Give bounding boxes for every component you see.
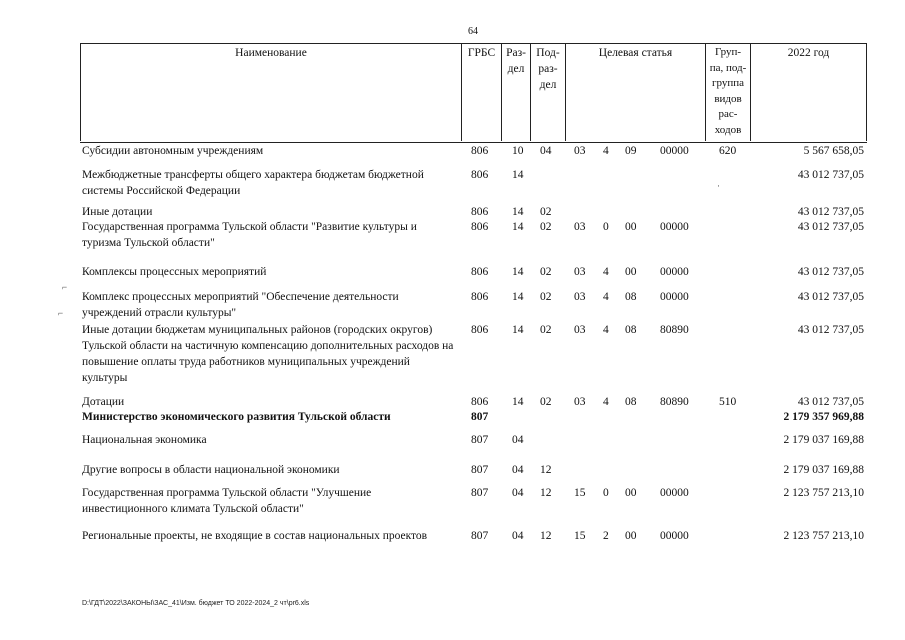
stray-mark: · bbox=[717, 181, 720, 191]
target-type-cell: 0 bbox=[603, 487, 609, 499]
header-razdel: Раз- дел bbox=[501, 43, 530, 141]
margin-mark: ⌐ bbox=[62, 282, 68, 292]
row-name: Комплексы процессных мероприятий bbox=[82, 266, 267, 278]
row-name: Государственная программа Тульской области "Развитие культуры и туризма Тульской области" bbox=[82, 221, 417, 249]
grbs-cell: 807 bbox=[471, 411, 489, 423]
header-name: Наименование bbox=[80, 43, 461, 141]
target-type-cell: 2 bbox=[603, 530, 609, 542]
target-program-cell: 15 bbox=[574, 487, 586, 499]
target-code-cell: 00000 bbox=[660, 530, 689, 542]
razdel-cell: 04 bbox=[512, 434, 524, 446]
target-program-cell: 03 bbox=[574, 145, 586, 157]
target-type-cell: 4 bbox=[603, 291, 609, 303]
podrazdel-cell: 02 bbox=[540, 324, 552, 336]
header-year: 2022 год bbox=[750, 43, 866, 141]
target-type-cell: 4 bbox=[603, 266, 609, 278]
razdel-cell: 14 bbox=[512, 291, 524, 303]
target-group-cell: 00 bbox=[625, 266, 637, 278]
razdel-cell: 04 bbox=[512, 530, 524, 542]
amount-cell: 5 567 658,05 bbox=[803, 145, 864, 157]
footer-file-path: D:\ГДТ\2022\ЗАКОНЫ\ЗАС_41\Изм. бюджет ТО 2022-2024_2 чт\pr6.xls bbox=[82, 600, 310, 607]
row-name: Национальная экономика bbox=[82, 434, 207, 446]
podrazdel-cell: 02 bbox=[540, 221, 552, 233]
grbs-cell: 806 bbox=[471, 396, 489, 408]
target-group-cell: 08 bbox=[625, 396, 637, 408]
grbs-cell: 806 bbox=[471, 221, 489, 233]
expense-group-cell: 620 bbox=[719, 145, 737, 157]
expense-group-cell: 510 bbox=[719, 396, 737, 408]
header-target: Целевая статья bbox=[565, 43, 705, 141]
grbs-cell: 806 bbox=[471, 324, 489, 336]
razdel-cell: 14 bbox=[512, 206, 524, 218]
amount-cell: 43 012 737,05 bbox=[797, 221, 864, 233]
razdel-cell: 04 bbox=[512, 464, 524, 476]
row-name: Другие вопросы в области национальной экономики bbox=[82, 464, 340, 476]
target-code-cell: 80890 bbox=[660, 324, 689, 336]
target-code-cell: 00000 bbox=[660, 266, 689, 278]
target-program-cell: 03 bbox=[574, 324, 586, 336]
target-program-cell: 03 bbox=[574, 396, 586, 408]
amount-cell: 2 179 037 169,88 bbox=[783, 434, 864, 446]
amount-cell: 43 012 737,05 bbox=[797, 396, 864, 408]
target-program-cell: 03 bbox=[574, 291, 586, 303]
grbs-cell: 807 bbox=[471, 434, 489, 446]
podrazdel-cell: 02 bbox=[540, 396, 552, 408]
target-type-cell: 4 bbox=[603, 396, 609, 408]
grbs-cell: 806 bbox=[471, 169, 489, 181]
margin-mark: ⌐ bbox=[58, 308, 64, 318]
podrazdel-cell: 12 bbox=[540, 530, 552, 542]
amount-cell: 43 012 737,05 bbox=[797, 291, 864, 303]
row-name: Дотации bbox=[82, 396, 125, 408]
razdel-cell: 10 bbox=[512, 145, 524, 157]
target-type-cell: 0 bbox=[603, 221, 609, 233]
target-group-cell: 09 bbox=[625, 145, 637, 157]
target-code-cell: 80890 bbox=[660, 396, 689, 408]
row-name: Иные дотации bbox=[82, 206, 153, 218]
amount-cell: 2 123 757 213,10 bbox=[783, 530, 864, 542]
razdel-cell: 14 bbox=[512, 324, 524, 336]
amount-cell: 2 123 757 213,10 bbox=[783, 487, 864, 499]
target-type-cell: 4 bbox=[603, 145, 609, 157]
header-right-border bbox=[866, 43, 867, 141]
podrazdel-cell: 12 bbox=[540, 464, 552, 476]
target-code-cell: 00000 bbox=[660, 291, 689, 303]
grbs-cell: 806 bbox=[471, 206, 489, 218]
target-program-cell: 15 bbox=[574, 530, 586, 542]
razdel-cell: 14 bbox=[512, 266, 524, 278]
target-code-cell: 00000 bbox=[660, 221, 689, 233]
target-code-cell: 00000 bbox=[660, 487, 689, 499]
target-group-cell: 08 bbox=[625, 291, 637, 303]
target-program-cell: 03 bbox=[574, 221, 586, 233]
header-podrazdel: Под- раз- дел bbox=[530, 43, 565, 141]
target-group-cell: 08 bbox=[625, 324, 637, 336]
target-code-cell: 00000 bbox=[660, 145, 689, 157]
razdel-cell: 14 bbox=[512, 396, 524, 408]
podrazdel-cell: 02 bbox=[540, 266, 552, 278]
row-name: Региональные проекты, не входящие в состав национальных проектов bbox=[82, 530, 428, 542]
grbs-cell: 807 bbox=[471, 487, 489, 499]
row-name: Межбюджетные трансферты общего характера бюджетам бюджетной системы Российской Федерации bbox=[82, 169, 424, 197]
row-name: Иные дотации бюджетам муниципальных районов (городских округов) Тульской области на частичную компенсацию дополнительных расходов на повышение оплаты труда работников муниципальных учреждений культуры bbox=[82, 324, 454, 384]
amount-cell: 2 179 357 969,88 bbox=[783, 411, 864, 423]
grbs-cell: 806 bbox=[471, 145, 489, 157]
grbs-cell: 807 bbox=[471, 530, 489, 542]
razdel-cell: 14 bbox=[512, 169, 524, 181]
grbs-cell: 807 bbox=[471, 464, 489, 476]
amount-cell: 43 012 737,05 bbox=[797, 169, 864, 181]
podrazdel-cell: 02 bbox=[540, 206, 552, 218]
grbs-cell: 806 bbox=[471, 291, 489, 303]
page-number: 64 bbox=[468, 26, 478, 37]
amount-cell: 43 012 737,05 bbox=[797, 324, 864, 336]
row-name: Министерство экономического развития Тульской области bbox=[82, 411, 391, 423]
target-group-cell: 00 bbox=[625, 487, 637, 499]
target-type-cell: 4 bbox=[603, 324, 609, 336]
row-name: Субсидии автономным учреждениям bbox=[82, 145, 264, 157]
amount-cell: 43 012 737,05 bbox=[797, 266, 864, 278]
razdel-cell: 04 bbox=[512, 487, 524, 499]
row-name: Комплекс процессных мероприятий "Обеспечение деятельности учреждений отрасли культуры" bbox=[82, 291, 399, 319]
grbs-cell: 806 bbox=[471, 266, 489, 278]
header-grbs: ГРБС bbox=[461, 43, 501, 141]
target-group-cell: 00 bbox=[625, 530, 637, 542]
podrazdel-cell: 02 bbox=[540, 291, 552, 303]
podrazdel-cell: 12 bbox=[540, 487, 552, 499]
row-name: Государственная программа Тульской области "Улучшение инвестиционного климата Тульской области" bbox=[82, 487, 372, 515]
razdel-cell: 14 bbox=[512, 221, 524, 233]
podrazdel-cell: 04 bbox=[540, 145, 552, 157]
target-group-cell: 00 bbox=[625, 221, 637, 233]
header-group: Груп- па, под- группа видов рас- ходов bbox=[705, 43, 750, 141]
amount-cell: 2 179 037 169,88 bbox=[783, 464, 864, 476]
target-program-cell: 03 bbox=[574, 266, 586, 278]
amount-cell: 43 012 737,05 bbox=[797, 206, 864, 218]
